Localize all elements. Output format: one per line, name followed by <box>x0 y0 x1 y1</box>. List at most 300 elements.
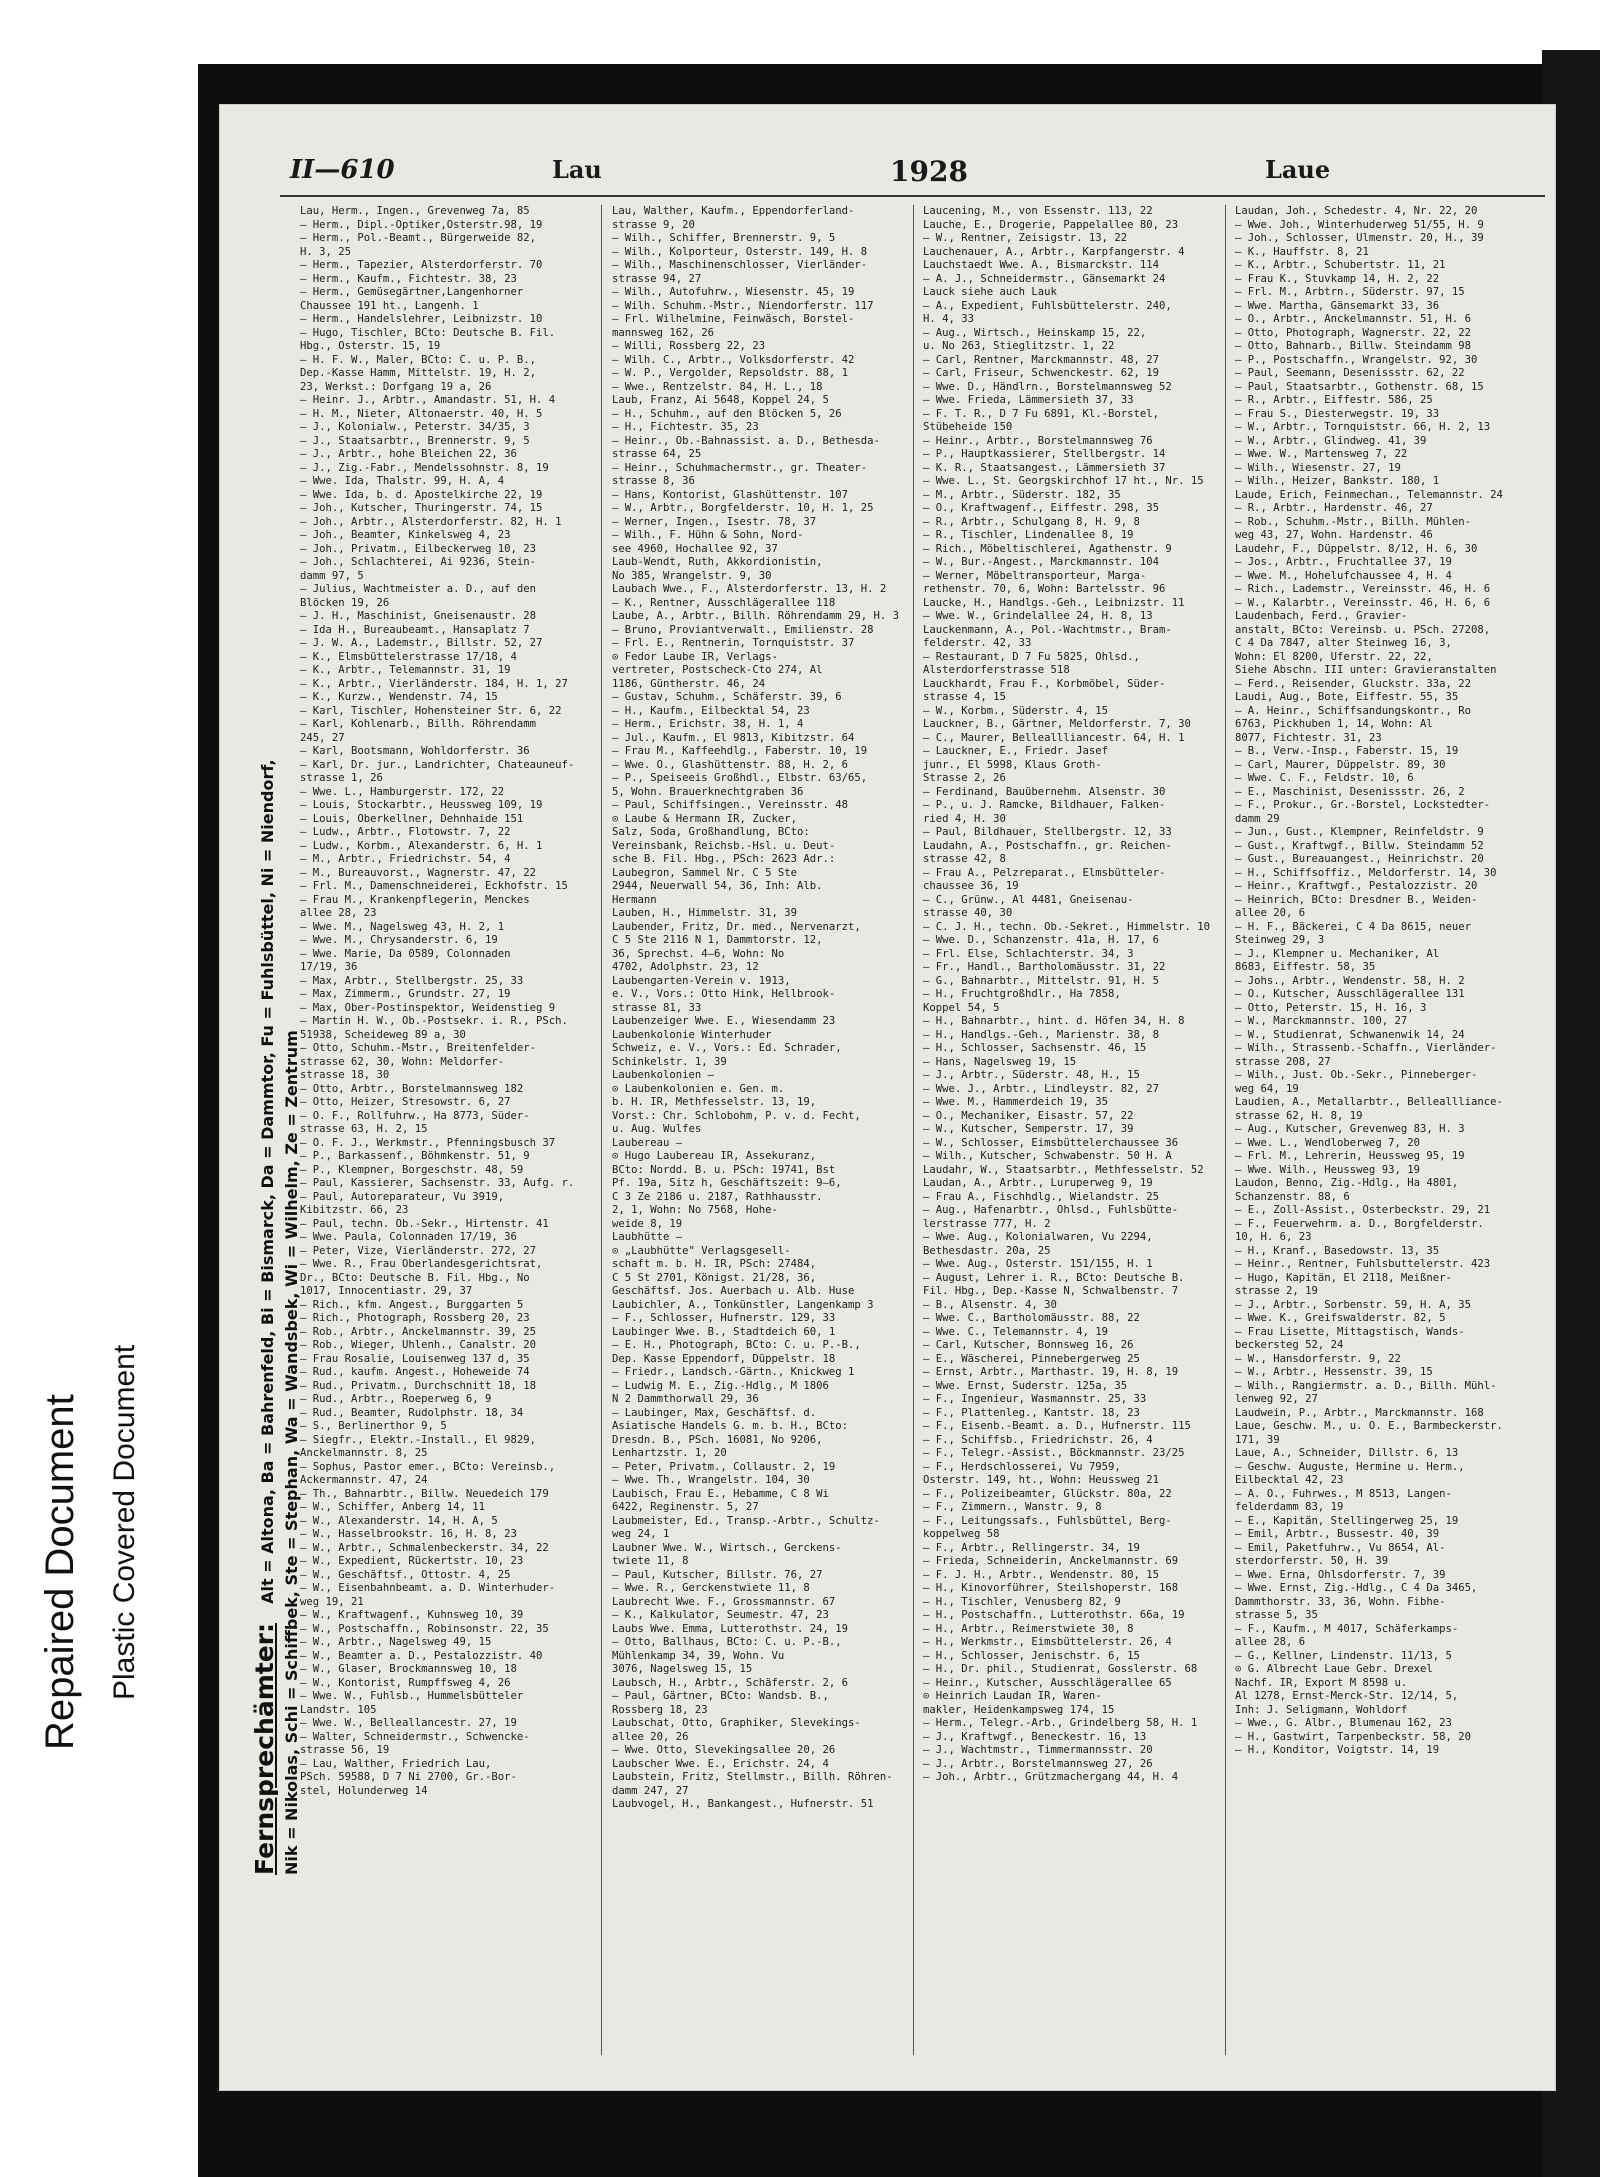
directory-entry-line: strasse 62, H. 8, 19 <box>1235 1109 1363 1122</box>
directory-entry-line: — Heinr., Kutscher, Ausschlägerallee 65 <box>923 1676 1172 1689</box>
directory-entry-line: — Heinr., Arbtr., Borstelmannsweg 76 <box>923 434 1153 447</box>
directory-entry-line: — K., Rentner, Ausschlägerallee 118 <box>612 596 836 609</box>
directory-entry-line: 4702, Adolphstr. 23, 12 <box>612 961 759 973</box>
directory-entry-line: — Ludw., Arbtr., Flotowstr. 7, 22 <box>300 826 511 838</box>
directory-entry-line: — J., Arbtr., Süderstr. 48, H., 15 <box>923 1069 1140 1081</box>
directory-entry-line: Alsterdorferstrasse 518 <box>923 664 1070 676</box>
directory-entry-line: Laubender, Fritz, Dr. med., Nervenarzt, <box>612 920 861 933</box>
directory-entry-line: Laue, Geschw. M., u. O. E., Barmbeckerstr. <box>1235 1420 1503 1432</box>
directory-entry-line: — Rob., Arbtr., Anckelmannstr. 39, 25 <box>300 1325 536 1338</box>
directory-entry-line: strasse 8, 36 <box>612 475 695 487</box>
directory-entry-line: — Wwe. M., Nagelsweg 43, H. 2, 1 <box>300 920 505 933</box>
directory-entry-line: — Karl, Dr. jur., Landrichter, Chateauneuf- <box>300 758 575 771</box>
directory-entry-line: — K. R., Staatsangest., Lämmersieth 37 <box>923 461 1166 474</box>
directory-entry-line: — Joh., Beamter, Kinkelsweg 4, 23 <box>300 529 511 541</box>
directory-entry-line: sche B. Fil. Hbg., PSch: 2623 Adr.: <box>612 853 836 865</box>
directory-entry-line: Laubereau — <box>612 1136 683 1149</box>
directory-entry-line: weg 24, 1 <box>612 1528 670 1540</box>
directory-entry-line: — F., Schiffsb., Friedrichstr. 26, 4 <box>923 1433 1153 1446</box>
directory-entry-line: — Th., Bahnarbtr., Billw. Neuedeich 179 <box>300 1487 549 1500</box>
directory-entry-line: Laudwein, P., Arbtr., Marckmannstr. 168 <box>1235 1406 1484 1419</box>
directory-entry-line: 6422, Reginenstr. 5, 27 <box>612 1501 759 1513</box>
directory-entry-line: ried 4, H. 30 <box>923 812 1006 825</box>
directory-entry-line: — F., Herdschlosserei, Vu 7959, <box>923 1460 1121 1473</box>
directory-column-2 <box>612 205 900 1812</box>
directory-entry-line: — A., Expedient, Fuhlsbüttelerstr. 240, <box>923 299 1172 312</box>
directory-entry-line: — H., Tischler, Venusberg 82, 9 <box>923 1595 1121 1608</box>
directory-entry-line: — Wwe. M., Chrysanderstr. 6, 19 <box>300 934 498 946</box>
directory-entry-line: — Frl. Else, Schlachterstr. 34, 3 <box>923 947 1134 960</box>
directory-entry-line: — W., Kontorist, Rumpffsweg 4, 26 <box>300 1676 511 1689</box>
directory-entry-line: — Paul, techn. Ob.-Sekr., Hirtenstr. 41 <box>300 1217 549 1230</box>
directory-entry-line: — W., Studienrat, Schwanenwik 14, 24 <box>1235 1028 1465 1041</box>
directory-entry-line: 171, 39 <box>1235 1433 1280 1446</box>
directory-entry-line: Strasse 2, 26 <box>923 772 1006 784</box>
directory-entry-line: Lau, Herm., Ingen., Grevenweg 7a, 85 <box>300 205 530 217</box>
directory-entry-line: 2, 1, Wohn: No 7568, Hohe- <box>612 1204 778 1216</box>
telephone-exchange-legend <box>250 759 279 1875</box>
directory-entry-line: — Wwe. L., Hamburgerstr. 172, 22 <box>300 785 505 798</box>
directory-entry-line: — Joh., Schlosser, Ulmenstr. 20, H., 39 <box>1235 232 1484 244</box>
directory-entry-line: N 2 Dammthorwall 29, 36 <box>612 1393 759 1405</box>
directory-entry-line: — H., Kaufm., Eilbecktal 54, 23 <box>612 704 810 717</box>
directory-entry-line: — Laubinger, Max, Geschäftsf. d. <box>612 1406 817 1419</box>
directory-entry-line: — Wwe. Wilh., Heussweg 93, 19 <box>1235 1163 1420 1176</box>
directory-entry-line: — O. F., Rollfuhrw., Ha 8773, Süder- <box>300 1109 530 1122</box>
legend-line-2: Nik = Nikolas, Schi = Schiffbek, Ste = Stephan, Wa = Wandsbek, Wi = Wilhelm, Ze = Zentrum <box>282 1030 301 1875</box>
directory-entry-line: — F. J. H., Arbtr., Wendenstr. 80, 15 <box>923 1568 1159 1581</box>
directory-entry-line: — Wwe. W., Grindelallee 24, H. 8, 13 <box>923 610 1153 622</box>
directory-entry-line: — J., Zig.-Fabr., Mendelssohnstr. 8, 19 <box>300 461 549 474</box>
directory-entry-line: — H., Arbtr., Reimerstwiete 30, 8 <box>923 1622 1134 1635</box>
directory-entry-line: weg 64, 19 <box>1235 1082 1299 1095</box>
directory-entry-line: — J., Arbtr., hohe Bleichen 22, 36 <box>300 448 517 460</box>
directory-entry-line: Kibitzstr. 66, 23 <box>300 1204 409 1216</box>
directory-entry-line: — W., Beamter a. D., Pestalozzistr. 40 <box>300 1649 543 1662</box>
directory-entry-line: strasse 40, 30 <box>923 907 1013 919</box>
directory-entry-line: rethenstr. 70, 6, Wohn: Bartelsstr. 96 <box>923 583 1166 595</box>
directory-entry-line: beckersteg 52, 24 <box>1235 1339 1344 1351</box>
directory-entry-line: — Sophus, Pastor emer., BCto: Vereinsb., <box>300 1460 556 1473</box>
directory-entry-line: ⊙ Fedor Laube IR, Verlags- <box>612 650 778 663</box>
directory-entry-line: weg 19, 21 <box>300 1595 364 1608</box>
directory-entry-line: — B., Verw.-Insp., Faberstr. 15, 19 <box>1235 745 1459 757</box>
directory-entry-line: 2944, Neuerwall 54, 36, Inh: Alb. <box>612 880 823 892</box>
directory-entry-line: Dammthorstr. 33, 36, Wohn. Fibhe- <box>1235 1595 1446 1608</box>
directory-entry-line: — Karl, Kohlenarb., Billh. Röhrendamm <box>300 718 536 730</box>
directory-entry-line: — Joh., Arbtr., Grützmachergang 44, H. 4 <box>923 1771 1179 1783</box>
directory-entry-line: — Emil, Paketfuhrw., Vu 8654, Al- <box>1235 1541 1446 1554</box>
legend-line-1: Alt = Altona, Ba = Bahrenfeld, Bi = Bismarck, Da = Dammtor, Fu = Fuhlsbüttel, Ni = Niendorf, <box>258 759 277 1604</box>
directory-entry-line: — W., Rentner, Zeisigstr. 13, 22 <box>923 232 1128 244</box>
directory-entry-line: — Wilh., Maschinenschlosser, Vierländer- <box>612 259 868 271</box>
directory-entry-line: — P., Klempner, Borgeschstr. 48, 59 <box>300 1163 524 1176</box>
directory-entry-line: Laudahr, W., Staatsarbtr., Methfesselstr. 52 <box>923 1163 1204 1176</box>
directory-entry-line: Pf. 19a, Sitz h, Geschäftszeit: 9—6, <box>612 1177 842 1189</box>
directory-entry-line: Laudahn, A., Postschaffn., gr. Reichen- <box>923 839 1172 852</box>
directory-entry-line: — Werner, Ingen., Isestr. 78, 37 <box>612 515 817 528</box>
directory-entry-line: — Paul, Seemann, Desenissstr. 62, 22 <box>1235 367 1465 379</box>
directory-entry-line: u. No 263, Stieglitzstr. 1, 22 <box>923 340 1115 352</box>
directory-entry-line: — W., Arbtr., Schmalenbeckerstr. 34, 22 <box>300 1541 549 1554</box>
directory-entry-line: — Frau Lisette, Mittagstisch, Wands- <box>1235 1325 1465 1338</box>
directory-entry-line: — F., Prokur., Gr.-Borstel, Lockstedter- <box>1235 799 1491 811</box>
directory-entry-line: — O. F. J., Werkmstr., Pfenningsbusch 37 <box>300 1136 556 1149</box>
directory-entry-line: — P., Speiseeis Großhdl., Elbstr. 63/65, <box>612 772 868 784</box>
directory-entry-line: — W., Alexanderstr. 14, H. A, 5 <box>300 1514 498 1527</box>
directory-entry-line: — C., Grünw., Al 4481, Gneisenau- <box>923 893 1134 906</box>
directory-entry-line: Dresdn. B., PSch. 16081, No 9206, <box>612 1433 823 1446</box>
directory-entry-line: Blöcken 19, 26 <box>300 596 390 609</box>
directory-entry-line: see 4960, Hochallee 92, 37 <box>612 542 778 555</box>
directory-entry-line: — S., Berlinerthor 9, 5 <box>300 1420 447 1432</box>
directory-entry-line: — Rich., Möbeltischlerei, Agathenstr. 9 <box>923 542 1172 555</box>
directory-entry-line: — H., Dr. phil., Studienrat, Gosslerstr. 68 <box>923 1663 1198 1675</box>
directory-entry-line: — Frl. E., Rentnerin, Tornquiststr. 37 <box>612 637 855 649</box>
directory-entry-line: Geschäftsf. Jos. Auerbach u. Alb. Huse <box>612 1285 855 1297</box>
directory-entry-line: — W., Marckmannstr. 100, 27 <box>1235 1015 1408 1027</box>
directory-entry-line: Lauben, H., Himmelstr. 31, 39 <box>612 907 797 919</box>
directory-entry-line: 8077, Fichtestr. 31, 23 <box>1235 731 1382 744</box>
directory-entry-line: allee 20, 6 <box>1235 907 1306 919</box>
directory-entry-line: — Otto, Arbtr., Borstelmannsweg 182 <box>300 1082 524 1095</box>
directory-entry-line: — Paul, Autoreparateur, Vu 3919, <box>300 1190 505 1203</box>
directory-entry-line: — Gust., Kraftwgf., Billw. Steindamm 52 <box>1235 839 1484 852</box>
directory-entry-line: — H., Schiffsoffiz., Meldorferstr. 14, 30 <box>1235 866 1497 879</box>
directory-entry-line: — Carl, Kutscher, Bonnsweg 16, 26 <box>923 1339 1134 1351</box>
directory-entry-line: — Fr., Handl., Bartholomäusstr. 31, 22 <box>923 961 1166 973</box>
directory-entry-line: — B., Alsenstr. 4, 30 <box>923 1298 1057 1311</box>
directory-entry-line: — H., Kinovorführer, Steilshoperstr. 168 <box>923 1582 1179 1594</box>
directory-entry-line: makler, Heidenkampsweg 174, 15 <box>923 1703 1115 1716</box>
directory-entry-line: — Ernst, Arbtr., Marthastr. 19, H. 8, 19 <box>923 1366 1179 1378</box>
column-divider <box>1225 205 1226 2055</box>
directory-entry-line: — Ludw., Korbm., Alexanderstr. 6, H. 1 <box>300 839 543 852</box>
directory-entry-line: — J., Kraftwgf., Beneckestr. 16, 13 <box>923 1730 1147 1743</box>
directory-entry-line: — Wwe., Rentzelstr. 84, H. L., 18 <box>612 380 823 393</box>
directory-entry-line: strasse 63, H. 2, 15 <box>300 1123 428 1135</box>
directory-entry-line: — Wwe. L., St. Georgskirchhof 17 ht., Nr. 15 <box>923 475 1204 487</box>
directory-entry-line: strasse 2, 19 <box>1235 1285 1318 1297</box>
directory-entry-line: — Heinr. J., Arbtr., Amandastr. 51, H. 4 <box>300 394 556 406</box>
repaired-document-label: Repaired Document <box>38 1394 82 1750</box>
directory-entry-line: Nachf. IR, Export M 8598 u. <box>1235 1676 1408 1689</box>
directory-entry-line: — Herm., Dipl.-Optiker,Osterstr.98, 19 <box>300 218 543 231</box>
directory-entry-line: — Geschw. Auguste, Hermine u. Herm., <box>1235 1460 1465 1473</box>
directory-entry-line: — Max, Arbtr., Stellbergstr. 25, 33 <box>300 974 524 987</box>
directory-entry-line: — J., Klempner u. Mechaniker, Al <box>1235 947 1440 960</box>
directory-entry-line: — E. H., Photograph, BCto: C. u. P.-B., <box>612 1339 861 1351</box>
directory-entry-line: — W., Arbtr., Borgfelderstr. 10, H. 1, 25 <box>612 502 874 514</box>
plastic-covered-document-label: Plastic Covered Document <box>108 1344 141 1700</box>
directory-entry-line: — Rud., Privatm., Durchschnitt 18, 18 <box>300 1379 536 1392</box>
directory-entry-line: strasse 42, 8 <box>923 853 1006 865</box>
directory-entry-line: Laucening, M., von Essenstr. 113, 22 <box>923 205 1153 217</box>
directory-entry-line: Eilbecktal 42, 23 <box>1235 1474 1344 1486</box>
directory-entry-line: — Ferdinand, Bauübernehm. Alsenstr. 30 <box>923 785 1166 798</box>
directory-entry-line: strasse 64, 25 <box>612 448 702 460</box>
directory-entry-line: ⊙ Hugo Laubereau IR, Assekuranz, <box>612 1150 817 1162</box>
directory-entry-line: — Willi, Rossberg 22, 23 <box>612 340 766 352</box>
directory-entry-line: — Wilh., F. Hühn & Sohn, Nord- <box>612 529 804 541</box>
directory-entry-line: — Jul., Kaufm., El 9813, Kibitzstr. 64 <box>612 731 855 744</box>
directory-entry-line: — Wwe. Erna, Ohlsdorferstr. 7, 39 <box>1235 1568 1446 1581</box>
directory-entry-line: Laubenkolonien — <box>612 1069 715 1081</box>
directory-entry-line: — Johs., Arbtr., Wendenstr. 58, H. 2 <box>1235 974 1465 987</box>
directory-entry-line: — G., Kellner, Lindenstr. 11/13, 5 <box>1235 1649 1452 1662</box>
directory-entry-line: — Wwe. W., Belleallancestr. 27, 19 <box>300 1717 517 1729</box>
directory-entry-line: — J., Wachtmstr., Timmermannsstr. 20 <box>923 1744 1153 1756</box>
directory-entry-line: — Frl. M., Damenschneiderei, Eckhofstr. 15 <box>300 880 568 892</box>
directory-entry-line: strasse 208, 27 <box>1235 1055 1331 1068</box>
directory-page <box>220 105 1555 2090</box>
directory-entry-line: — Wwe. R., Gerckenstwiete 11, 8 <box>612 1582 810 1594</box>
directory-entry-line: — F., Eisenb.-Beamt. a. D., Hufnerstr. 115 <box>923 1420 1191 1432</box>
directory-entry-line: Laubvogel, H., Bankangest., Hufnerstr. 51 <box>612 1798 874 1810</box>
directory-entry-line: — H., Schlosser, Sachsenstr. 46, 15 <box>923 1042 1147 1054</box>
directory-entry-line: Laubstein, Fritz, Stellmstr., Billh. Röhren- <box>612 1771 893 1783</box>
directory-entry-line: — Rud., Arbtr., Roeperweg 6, 9 <box>300 1393 492 1405</box>
directory-entry-line: — Wwe. M., Hammerdeich 19, 35 <box>923 1096 1108 1108</box>
directory-entry-line: Laubinger Wwe. B., Stadtdeich 60, 1 <box>612 1325 836 1338</box>
directory-entry-line: C 5 Ste 2116 N 1, Dammtorstr. 12, <box>612 934 823 946</box>
directory-entry-line: — Heinr., Schuhmachermstr., gr. Theater- <box>612 461 868 474</box>
directory-entry-line: anstalt, BCto: Vereinsb. u. PSch. 27208, <box>1235 623 1491 636</box>
directory-entry-line: — A. J., Schneidermstr., Gänsemarkt 24 <box>923 272 1166 285</box>
directory-entry-line: chaussee 36, 19 <box>923 880 1019 892</box>
directory-entry-line: — K., Kalkulator, Seumestr. 47, 23 <box>612 1609 829 1621</box>
directory-entry-line: — W., Geschäftsf., Ottostr. 4, 25 <box>300 1568 511 1581</box>
directory-entry-line: — Frl. M., Arbtrn., Süderstr. 97, 15 <box>1235 286 1465 298</box>
directory-entry-line: — J. H., Maschinist, Gneisenaustr. 28 <box>300 610 536 622</box>
directory-entry-line: — Rob., Wieger, Uhlenh., Canalstr. 20 <box>300 1339 536 1351</box>
directory-entry-line: Al 1278, Ernst-Merck-Str. 12/14, 5, <box>1235 1690 1459 1702</box>
directory-entry-line: — P., Barkassenf., Böhmkenstr. 51, 9 <box>300 1150 530 1162</box>
directory-entry-line: — Ida H., Bureaubeamt., Hansaplatz 7 <box>300 623 530 636</box>
directory-entry-line: C 3 Ze 2186 u. 2187, Rathhausstr. <box>612 1190 823 1203</box>
directory-entry-line: — H., Postschaffn., Lutterothstr. 66a, 19 <box>923 1609 1185 1621</box>
directory-entry-line: — H. F., Bäckerei, C 4 Da 8615, neuer <box>1235 920 1471 933</box>
directory-entry-line: Laudenbach, Ferd., Gravier- <box>1235 610 1408 622</box>
directory-entry-line: — Hans, Nagelsweg 19, 15 <box>923 1055 1077 1068</box>
directory-entry-line: Schanzenstr. 88, 6 <box>1235 1190 1350 1203</box>
directory-entry-line: b. H. IR, Methfesselstr. 13, 19, <box>612 1096 817 1108</box>
directory-entry-line: Laubrecht Wwe. F., Grossmannstr. 67 <box>612 1595 836 1608</box>
directory-entry-line: — H., Werkmstr., Eimsbüttelerstr. 26, 4 <box>923 1636 1172 1648</box>
directory-entry-line: — Wilh., Wiesenstr. 27, 19 <box>1235 461 1401 474</box>
header-rule <box>280 195 1545 197</box>
directory-entry-line: — Wwe. Ida, Thalstr. 99, H. A, 4 <box>300 475 505 487</box>
directory-entry-line: — F., Telegr.-Assist., Böckmannstr. 23/25 <box>923 1447 1185 1459</box>
directory-entry-line: H. 4, 33 <box>923 313 975 325</box>
directory-entry-line: Laub, Franz, Ai 5648, Koppel 24, 5 <box>612 394 829 406</box>
directory-entry-line: — Wwe. D., Händlrn., Borstelmannsweg 52 <box>923 380 1172 393</box>
page-year: 1928 <box>890 155 968 188</box>
directory-entry-line: — J., Arbtr., Borstelmannsweg 27, 26 <box>923 1757 1153 1770</box>
directory-entry-line: — K., Kurzw., Wendenstr. 74, 15 <box>300 691 498 703</box>
directory-entry-line: Laude, Erich, Feinmechan., Telemannstr. 24 <box>1235 488 1503 501</box>
directory-entry-line: — Wwe. Aug., Osterstr. 151/155, H. 1 <box>923 1258 1153 1270</box>
directory-entry-line: twiete 11, 8 <box>612 1555 689 1567</box>
directory-entry-line: strasse 18, 30 <box>300 1069 390 1081</box>
directory-entry-line: sterdorferstr. 50, H. 39 <box>1235 1555 1389 1567</box>
directory-entry-line: — A. Heinr., Schiffsandungskontr., Ro <box>1235 704 1471 717</box>
directory-entry-line: — Ludwig M. E., Zig.-Hdlg., M 1806 <box>612 1379 829 1392</box>
directory-entry-line: Lauche, E., Drogerie, Pappelallee 80, 23 <box>923 218 1179 231</box>
directory-entry-line: — H., Schuhm., auf den Blöcken 5, 26 <box>612 407 842 420</box>
directory-entry-line: — W., Glaser, Brockmannsweg 10, 18 <box>300 1663 517 1675</box>
directory-entry-line: — R., Arbtr., Hardenstr. 46, 27 <box>1235 502 1433 514</box>
directory-entry-line: — F., Schlosser, Hufnerstr. 129, 33 <box>612 1312 836 1324</box>
legend-title: Fernsprechämter: <box>250 1623 279 1875</box>
directory-entry-line: junr., El 5998, Klaus Groth- <box>923 758 1102 771</box>
directory-entry-line: — Herm., Telegr.-Arb., Grindelberg 58, H. 1 <box>923 1717 1198 1729</box>
directory-entry-line: Laubsch, H., Arbtr., Schäferstr. 2, 6 <box>612 1676 848 1689</box>
directory-entry-line: — Otto, Photograph, Wagnerstr. 22, 22 <box>1235 326 1471 339</box>
directory-entry-line: Hbg., Osterstr. 15, 19 <box>300 340 441 352</box>
directory-entry-line: ⊙ „Laubhütte" Verlagsgesell- <box>612 1244 791 1257</box>
directory-entry-line: — Joh., Privatm., Eilbeckerweg 10, 23 <box>300 542 536 555</box>
directory-entry-line: — F., Leitungssafs., Fuhlsbüttel, Berg- <box>923 1514 1172 1527</box>
directory-entry-line: — Peter, Vize, Vierländerstr. 272, 27 <box>300 1244 536 1257</box>
directory-entry-line: Salz, Soda, Großhandlung, BCto: <box>612 826 810 838</box>
directory-entry-line: — Lau, Walther, Friedrich Lau, <box>300 1757 492 1770</box>
directory-entry-line: Lauckenmann, A., Pol.-Wachtmstr., Bram- <box>923 623 1172 636</box>
directory-entry-line: strasse 1, 26 <box>300 772 383 784</box>
directory-entry-line: — C., Maurer, Belleallliancestr. 64, H. 1 <box>923 731 1185 744</box>
directory-entry-line: — F., Zimmern., Wanstr. 9, 8 <box>923 1501 1102 1513</box>
directory-entry-line: — Otto, Bahnarb., Billw. Steindamm 98 <box>1235 340 1471 352</box>
directory-entry-line: Landstr. 105 <box>300 1703 377 1716</box>
directory-entry-line: Dep.-Kasse Hamm, Mittelstr. 19, H. 2, <box>300 367 536 379</box>
directory-entry-line: — Wwe. Martha, Gänsemarkt 33, 36 <box>1235 299 1440 312</box>
directory-entry-line: — F., Ingenieur, Wasmannstr. 25, 33 <box>923 1393 1147 1405</box>
directory-entry-line: — W., Postschaffn., Robinsonstr. 22, 35 <box>300 1622 549 1635</box>
directory-entry-line: — H., Schlosser, Jenischstr. 6, 15 <box>923 1649 1140 1662</box>
directory-entry-line: Rossberg 18, 23 <box>612 1703 708 1716</box>
directory-entry-line: Laubscher Wwe. E., Erichstr. 24, 4 <box>612 1757 829 1770</box>
directory-entry-line: — W., Kutscher, Semperstr. 17, 39 <box>923 1123 1134 1135</box>
directory-entry-line: Dr., BCto: Deutsche B. Fil. Hbg., No <box>300 1271 530 1284</box>
directory-entry-line: felderstr. 42, 33 <box>923 637 1032 649</box>
directory-entry-line: Chaussee 191 ht., Langenh. 1 <box>300 299 479 312</box>
directory-entry-line: — Frau K., Stuvkamp 14, H. 2, 22 <box>1235 272 1440 285</box>
directory-entry-line: Laue, A., Schneider, Dillstr. 6, 13 <box>1235 1447 1459 1459</box>
directory-entry-line: Schinkelstr. 1, 39 <box>612 1055 727 1068</box>
directory-entry-line: — F., Polizeibeamter, Glückstr. 80a, 22 <box>923 1487 1172 1500</box>
directory-entry-line: — O., Arbtr., Anckelmannstr. 51, H. 6 <box>1235 313 1471 325</box>
directory-entry-line: — E., Zoll-Assist., Osterbeckstr. 29, 21 <box>1235 1204 1491 1216</box>
directory-entry-line: Laubichler, A., Tonkünstler, Langenkamp 3 <box>612 1298 874 1311</box>
directory-entry-line: — W., Kraftwagenf., Kuhnsweg 10, 39 <box>300 1609 524 1621</box>
directory-entry-line: Laudan, A., Arbtr., Luruperweg 9, 19 <box>923 1177 1153 1189</box>
directory-entry-line: — Wilh., Just. Ob.-Sekr., Pinneberger- <box>1235 1069 1478 1081</box>
directory-entry-line: Lenhartzstr. 1, 20 <box>612 1447 727 1459</box>
directory-entry-line: — Frl. M., Lehrerin, Heussweg 95, 19 <box>1235 1150 1465 1162</box>
directory-entry-line: — Wwe. Frieda, Lämmersieth 37, 33 <box>923 394 1134 406</box>
directory-entry-line: — Wwe. Ernst, Suderstr. 125a, 35 <box>923 1379 1128 1392</box>
directory-entry-line: — W., Bur.-Angest., Marckmannstr. 104 <box>923 556 1159 568</box>
directory-entry-line: damm 247, 27 <box>612 1784 689 1797</box>
directory-entry-line: Laubhütte — <box>612 1231 683 1243</box>
directory-entry-line: strasse 81, 33 <box>612 1001 702 1014</box>
directory-entry-line: — Louis, Stockarbtr., Heussweg 109, 19 <box>300 799 543 811</box>
directory-entry-line: Ackermannstr. 47, 24 <box>300 1474 428 1486</box>
directory-entry-line: weg 43, 27, Wohn. Hardenstr. 46 <box>1235 529 1433 541</box>
directory-entry-line: — Walter, Schneidermstr., Schwencke- <box>300 1730 530 1743</box>
directory-entry-line: Laubenkolonie Winterhuder <box>612 1028 772 1041</box>
directory-entry-line: lerstrasse 777, H. 2 <box>923 1217 1051 1230</box>
directory-entry-line: — P., u. J. Ramcke, Bildhauer, Falken- <box>923 799 1166 811</box>
directory-entry-line: — Wwe. Joh., Winterhuderweg 51/55, H. 9 <box>1235 218 1484 231</box>
directory-entry-line: — Otto, Peterstr. 15, H. 16, 3 <box>1235 1001 1427 1014</box>
directory-entry-line: — Wwe., G. Albr., Blumenau 162, 23 <box>1235 1717 1452 1729</box>
directory-entry-line: Laubner Wwe. W., Wirtsch., Gerckens- <box>612 1541 842 1554</box>
directory-entry-line: BCto: Nordd. B. u. PSch: 19741, Bst <box>612 1163 836 1176</box>
directory-entry-line: — W., Eisenbahnbeamt. a. D. Winterhuder- <box>300 1582 556 1594</box>
directory-entry-line: — H. F. W., Maler, BCto: C. u. P. B., <box>300 353 536 366</box>
directory-entry-line: 1186, Güntherstr. 46, 24 <box>612 677 766 690</box>
directory-entry-line: Lauchenauer, A., Arbtr., Karpfangerstr. 4 <box>923 245 1185 258</box>
directory-entry-line: — Carl, Rentner, Marckmannstr. 48, 27 <box>923 353 1159 366</box>
directory-entry-line: — Wilh., Kutscher, Schwabenstr. 50 H. A <box>923 1150 1172 1162</box>
directory-entry-line: ⊙ Laube & Hermann IR, Zucker, <box>612 812 797 825</box>
directory-entry-line: — R., Tischler, Lindenallee 8, 19 <box>923 529 1134 541</box>
directory-entry-line: — Wwe. J., Arbtr., Lindleystr. 82, 27 <box>923 1082 1159 1095</box>
directory-entry-line: — Joh., Kutscher, Thuringerstr. 74, 15 <box>300 502 543 514</box>
directory-entry-line: — H., Kranf., Basedowstr. 13, 35 <box>1235 1244 1440 1257</box>
directory-entry-line: — Wwe. Th., Wrangelstr. 104, 30 <box>612 1474 810 1486</box>
directory-entry-line: — Gustav, Schuhm., Schäferstr. 39, 6 <box>612 691 842 703</box>
directory-entry-line: Laudi, Aug., Bote, Eiffestr. 55, 35 <box>1235 691 1459 703</box>
directory-entry-line: — H. M., Nieter, Altonaerstr. 40, H. 5 <box>300 407 543 420</box>
directory-entry-line: — Frau M., Krankenpflegerin, Menckes <box>300 893 530 906</box>
directory-entry-line: 6763, Pickhuben 1, 14, Wohn: Al <box>1235 718 1433 730</box>
directory-entry-line: — F., Plattenleg., Kantstr. 18, 23 <box>923 1406 1140 1419</box>
directory-entry-line: — W., Expedient, Rückertstr. 10, 23 <box>300 1555 524 1567</box>
directory-entry-line: — W., Schlosser, Eimsbüttelerchaussee 36 <box>923 1136 1179 1149</box>
directory-entry-line: — R., Arbtr., Eiffestr. 586, 25 <box>1235 394 1433 406</box>
directory-entry-line: — Wwe. O., Glashüttenstr. 88, H. 2, 6 <box>612 758 848 771</box>
directory-entry-line: — Joh., Schlachterei, Ai 9236, Stein- <box>300 556 536 568</box>
directory-entry-line: — Carl, Friseur, Schwenckestr. 62, 19 <box>923 367 1159 379</box>
directory-entry-line: — Otto, Heizer, Stresowstr. 6, 27 <box>300 1096 511 1108</box>
directory-entry-line: — W., Arbtr., Glindweg. 41, 39 <box>1235 434 1427 447</box>
directory-entry-line: — J., Staatsarbtr., Brennerstr. 9, 5 <box>300 434 530 447</box>
directory-entry-line: strasse 4, 15 <box>923 691 1006 703</box>
directory-entry-line: — Wilh., Schiffer, Brennerstr. 9, 5 <box>612 232 836 244</box>
directory-entry-line: Wohn: El 8200, Uferstr. 22, 22, <box>1235 650 1433 663</box>
directory-entry-line: allee 28, 6 <box>1235 1636 1306 1648</box>
directory-entry-line: — Wwe. Ernst, Zig.-Hdlg., C 4 Da 3465, <box>1235 1582 1478 1594</box>
directory-entry-line: 245, 27 <box>300 731 345 744</box>
directory-entry-line: — F. T. R., D 7 Fu 6891, Kl.-Borstel, <box>923 407 1159 420</box>
directory-entry-line: — Rob., Schuhm.-Mstr., Billh. Mühlen- <box>1235 515 1471 528</box>
directory-entry-line: — Lauckner, E., Friedr. Jasef <box>923 745 1108 757</box>
directory-entry-line: — G., Bahnarbtr., Mittelstr. 91, H. 5 <box>923 974 1159 987</box>
directory-entry-line: — Frau Rosalie, Louisenweg 137 d, 35 <box>300 1352 530 1365</box>
directory-entry-line: Laub-Wendt, Ruth, Akkordionistin, <box>612 556 823 568</box>
column-divider <box>601 205 602 2055</box>
directory-entry-line: C 4 Da 7847, alter Steinweg 16, 3, <box>1235 637 1452 649</box>
directory-entry-line: Inh: J. Seligmann, Wohldorf <box>1235 1703 1408 1716</box>
directory-entry-line: — Carl, Maurer, Düppelstr. 89, 30 <box>1235 758 1446 771</box>
directory-entry-line: 3076, Nagelsweg 15, 15 <box>612 1663 753 1675</box>
directory-entry-line: — Wilh., Strassenb.-Schaffn., Vierländer- <box>1235 1042 1497 1054</box>
directory-entry-line: Laudehr, F., Düppelstr. 8/12, H. 6, 30 <box>1235 542 1478 555</box>
directory-entry-line: Dep. Kasse Eppendorf, Düppelstr. 18 <box>612 1352 836 1365</box>
directory-entry-line: — Friedr., Landsch.-Gärtn., Knickweg 1 <box>612 1366 855 1378</box>
